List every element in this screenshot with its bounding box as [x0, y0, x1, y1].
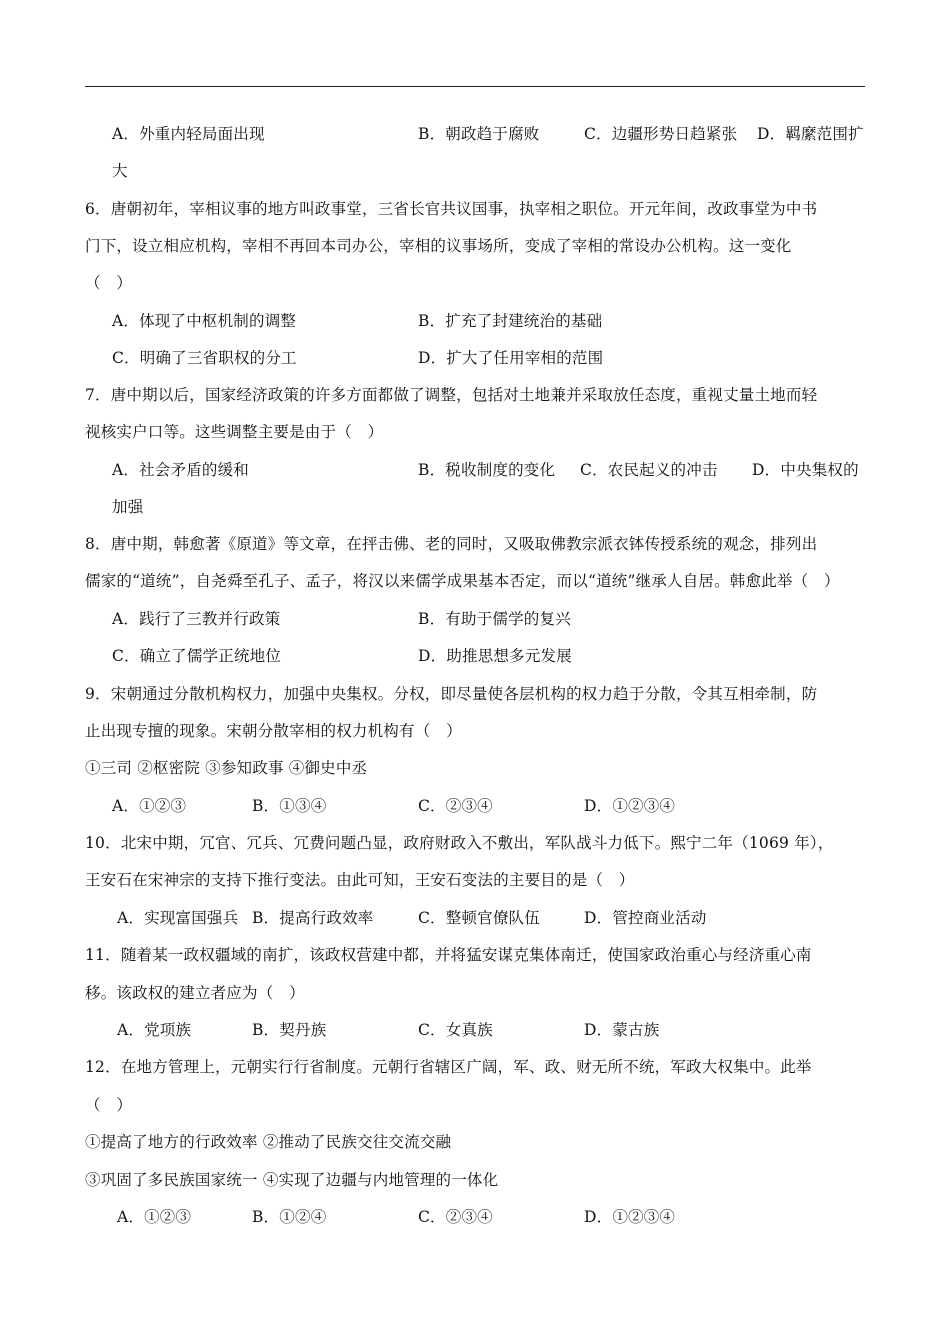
q8-stem-line-2: 儒家的“道统”，自尧舜至孔子、孟子，将汉以来儒学成果基本否定，而以“道统”继承人自居。韩愈此举（ ）: [85, 572, 840, 590]
q9-option-a: A．①②③: [112, 797, 187, 815]
q10-stem-line-2: 王安石在宋神宗的支持下推行变法。由此可知，王安石变法的主要目的是（ ）: [85, 871, 635, 889]
q10-option-c: C．整顿官僚队伍: [418, 909, 540, 927]
q12-items-line-1: ①提高了地方的行政效率 ②推动了民族交往交流交融: [85, 1133, 452, 1151]
q9-option-b: B．①③④: [252, 797, 327, 815]
q9-items: ①三司 ②枢密院 ③参知政事 ④御史中丞: [85, 759, 368, 777]
q7-option-d: D．中央集权的: [752, 461, 859, 479]
q8-option-a: A．践行了三教并行政策: [112, 610, 281, 628]
q5-option-a: A．外重内轻局面出现: [112, 125, 265, 143]
q9-stem-line-1: 9．宋朝通过分散机构权力，加强中央集权。分权，即尽量使各层机构的权力趋于分散，令其互相牵制，防: [85, 685, 818, 703]
q8-option-c: C．确立了儒学正统地位: [112, 647, 282, 665]
q5-option-b: B．朝政趋于腐败: [418, 125, 540, 143]
q10-stem-line-1: 10．北宋中期，冗官、冗兵、冗费问题凸显，政府财政入不敷出，军队战斗力低下。熙宁二年（1069 年），: [85, 834, 834, 852]
q6-option-c: C．明确了三省职权的分工: [112, 349, 297, 367]
q9-option-d: D．①②③④: [584, 797, 676, 815]
q11-stem-line-2: 移。该政权的建立者应为（ ）: [85, 984, 305, 1002]
q6-option-a: A．体现了中枢机制的调整: [112, 312, 297, 330]
q7-option-d-cont: 加强: [112, 498, 144, 516]
q12-option-b: B．①②④: [252, 1208, 327, 1226]
q5-option-c: C．边疆形势日趋紧张: [584, 125, 738, 143]
q6-stem-line-2: 门下，设立相应机构，宰相不再回本司办公，宰相的议事场所，变成了宰相的常设办公机构。这一变化: [85, 237, 792, 255]
header-rule: [85, 86, 865, 87]
q8-stem-line-1: 8．唐中期，韩愈著《原道》等文章，在抨击佛、老的同时，又吸取佛教宗派衣钵传授系统的观念，排列出: [85, 535, 818, 553]
q8-option-b: B．有助于儒学的复兴: [418, 610, 571, 628]
q6-option-b: B．扩充了封建统治的基础: [418, 312, 603, 330]
q12-stem-line-2: （ ）: [85, 1096, 133, 1114]
q7-option-a: A．社会矛盾的缓和: [112, 461, 249, 479]
q8-option-d: D．助推思想多元发展: [418, 647, 572, 665]
q10-option-a: A．实现富国强兵: [117, 909, 239, 927]
q6-option-d: D．扩大了任用宰相的范围: [418, 349, 604, 367]
q11-option-a: A．党项族: [117, 1021, 192, 1039]
q11-stem-line-1: 11．随着某一政权疆域的南扩，该政权营建中都，并将猛安谋克集体南迁，使国家政治重心与经济重心南: [85, 946, 812, 964]
q9-stem-line-2: 止出现专擅的现象。宋朝分散宰相的权力机构有（ ）: [85, 722, 462, 740]
q7-option-b: B．税收制度的变化: [418, 461, 556, 479]
q11-option-b: B．契丹族: [252, 1021, 327, 1039]
q12-stem-line-1: 12．在地方管理上，元朝实行行省制度。元朝行省辖区广阔，军、政、财无所不统，军政大权集中。此举: [85, 1058, 812, 1076]
q7-option-c: C．农民起义的冲击: [580, 461, 718, 479]
q12-option-d: D．①②③④: [584, 1208, 676, 1226]
q11-option-c: C．女真族: [418, 1021, 493, 1039]
q12-items-line-2: ③巩固了多民族国家统一 ④实现了边疆与内地管理的一体化: [85, 1171, 499, 1189]
q9-option-c: C．②③④: [418, 797, 493, 815]
q6-stem-line-3: （ ）: [85, 274, 133, 292]
q7-stem-line-2: 视核实户口等。这些调整主要是由于（ ）: [85, 423, 384, 441]
q11-option-d: D．蒙古族: [584, 1021, 660, 1039]
q10-option-d: D．管控商业活动: [584, 909, 707, 927]
q6-stem-line-1: 6．唐朝初年，宰相议事的地方叫政事堂，三省长官共议国事，执宰相之职位。开元年间，改政事堂为中书: [85, 200, 818, 218]
q5-option-d-cont: 大: [112, 162, 128, 180]
q7-stem-line-1: 7．唐中期以后，国家经济政策的许多方面都做了调整，包括对土地兼并采取放任态度，重视丈量土地而轻: [85, 386, 818, 404]
q10-option-b: B．提高行政效率: [252, 909, 374, 927]
q12-option-a: A．①②③: [117, 1208, 192, 1226]
q5-option-d: D．羁縻范围扩: [757, 125, 864, 143]
q12-option-c: C．②③④: [418, 1208, 493, 1226]
